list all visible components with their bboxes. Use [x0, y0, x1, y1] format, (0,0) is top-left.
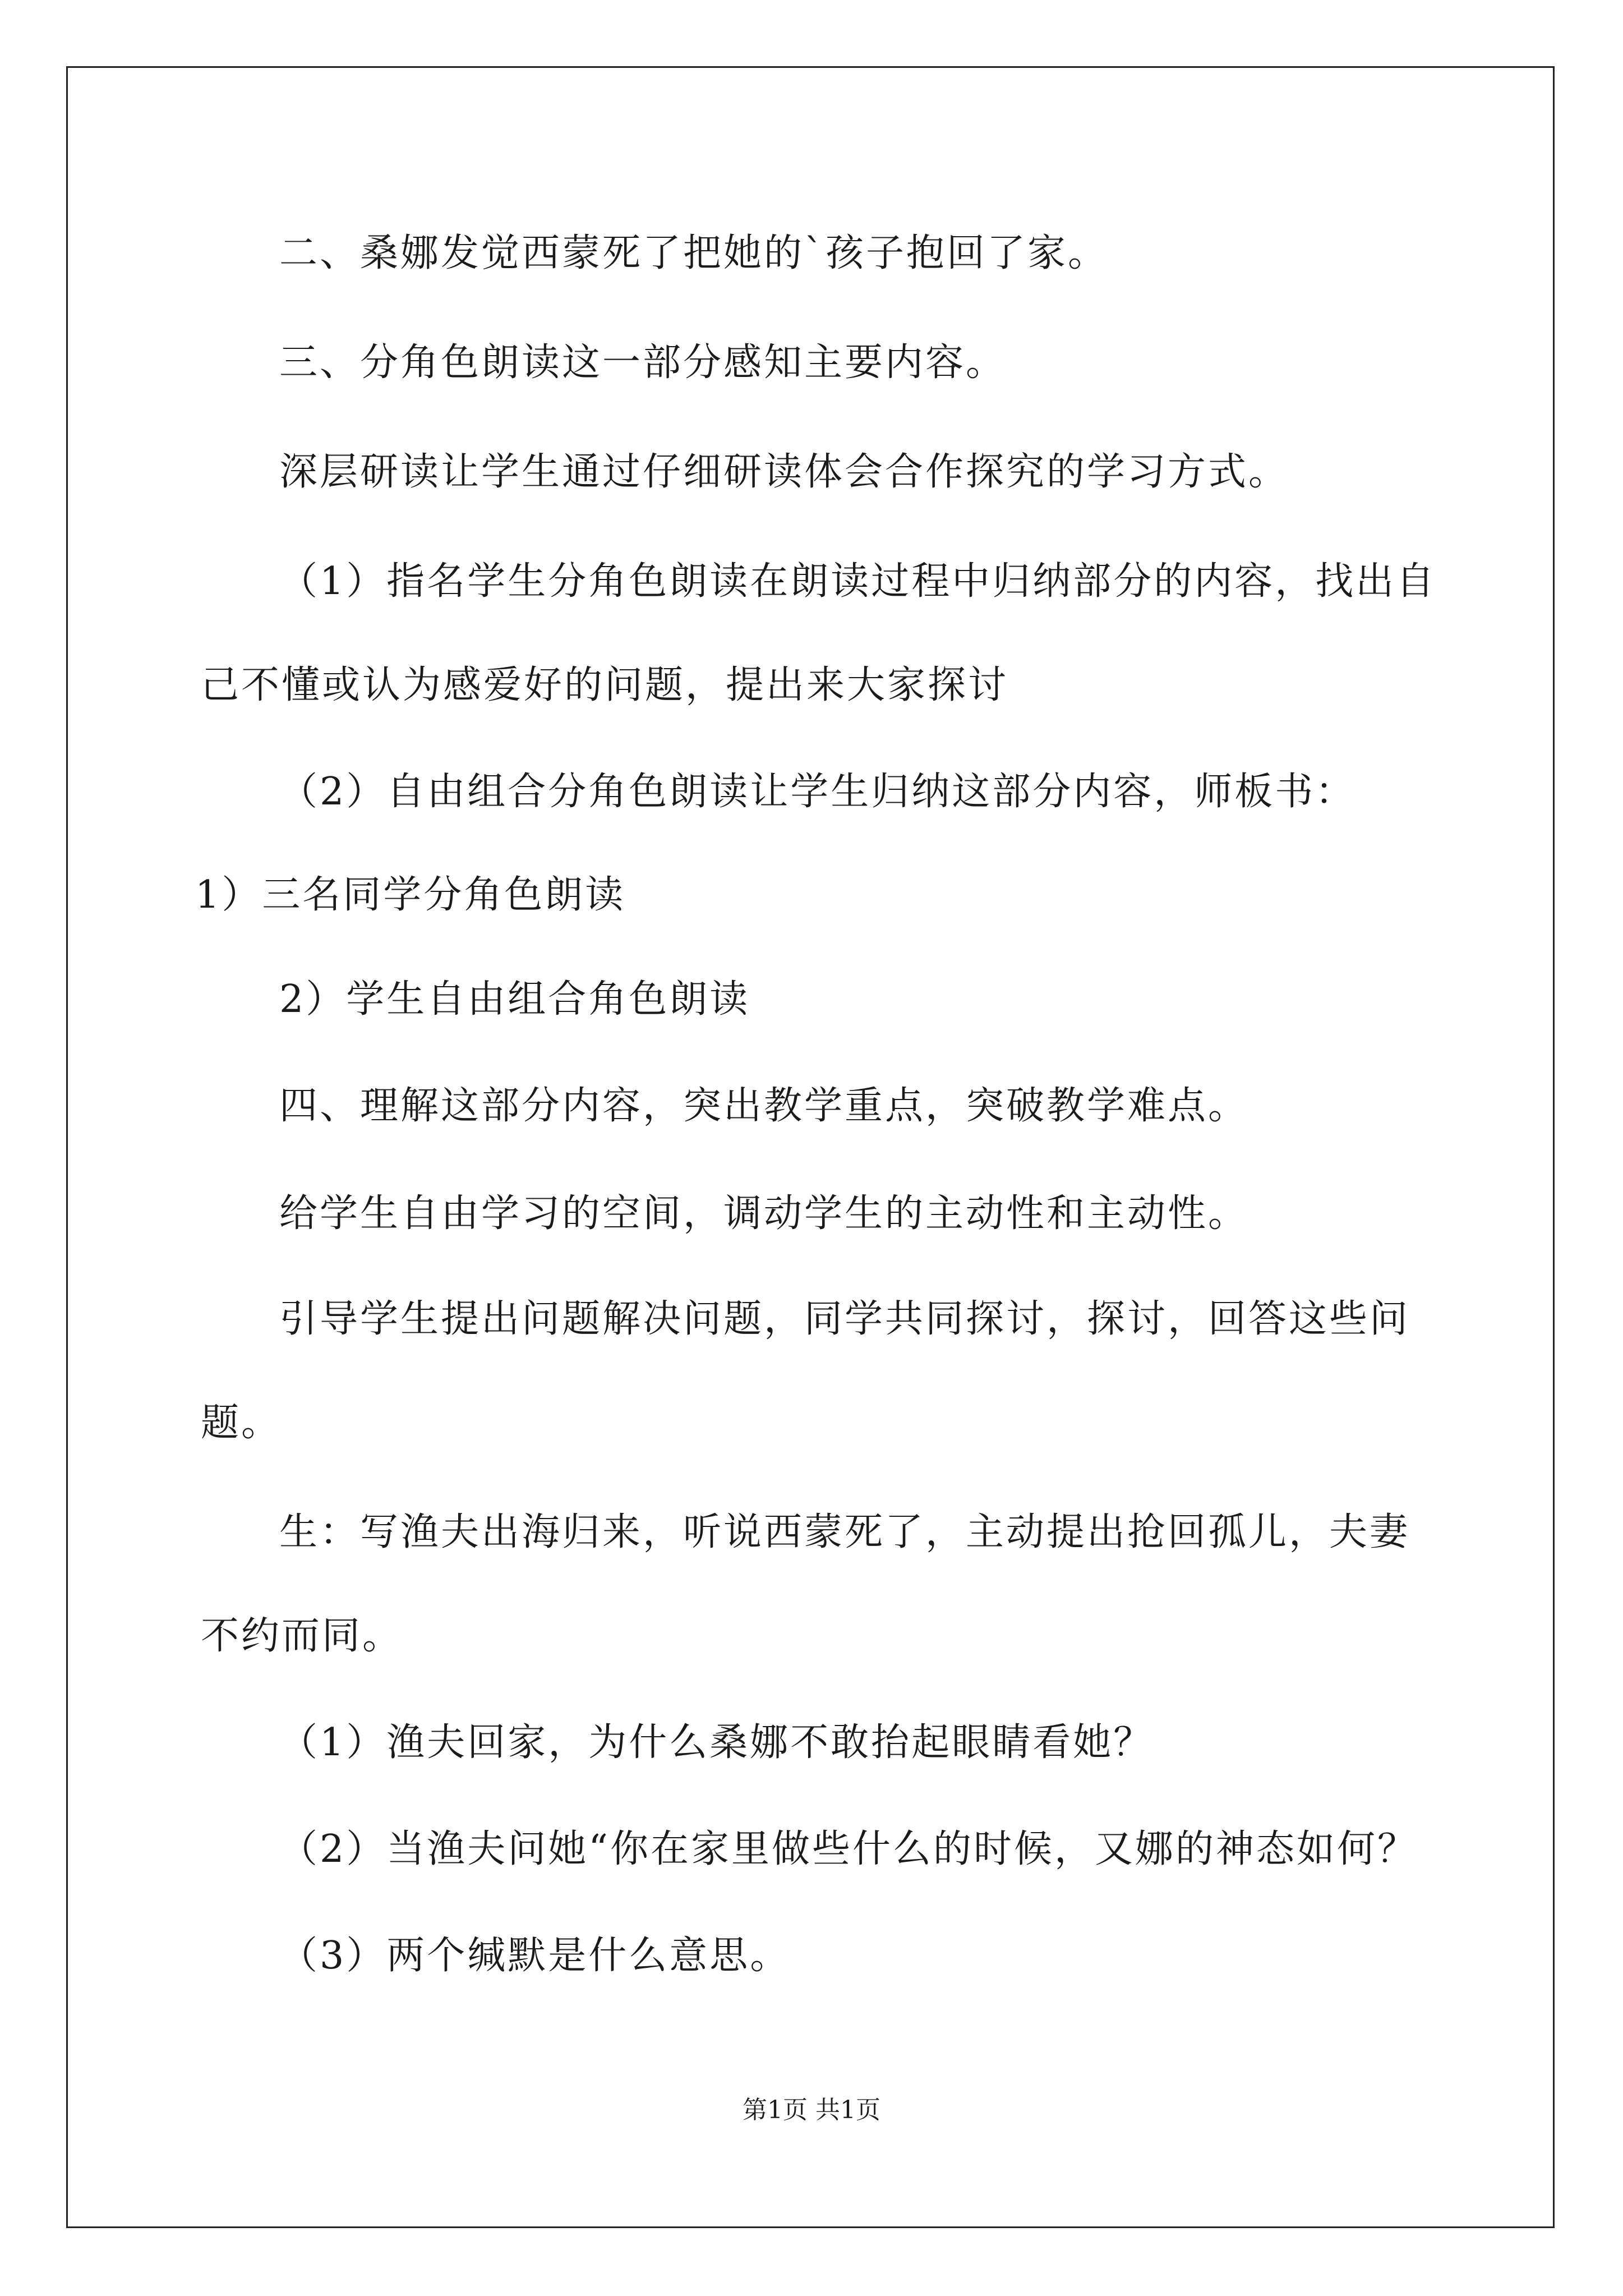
paragraph: 给学生自由学习的空间，调动学生的主动性和主动性。	[279, 1191, 1249, 1236]
paragraph: 引导学生提出问题解决问题，同学共同探讨，探讨，回答这些问	[279, 1297, 1410, 1341]
paragraph: （2）自由组合分角色朗读让学生归纳这部分内容，师板书：	[279, 770, 1356, 814]
paragraph: 己不懂或认为感爱好的问题，提出来大家探讨	[201, 663, 1009, 707]
paragraph: 三、分角色朗读这一部分感知主要内容。	[279, 341, 1007, 385]
paragraph: （2）当渔夫问她“你在家里做些什么的时候，又娜的神态如何？	[279, 1827, 1418, 1871]
paragraph: 2）学生自由组合角色朗读	[279, 977, 750, 1022]
page-number: 第1页 共1页	[743, 2096, 880, 2124]
page-border	[66, 66, 1555, 2228]
paragraph: 题。	[201, 1401, 282, 1445]
paragraph: 生：写渔夫出海归来，听说西蒙死了，主动提出抢回孤儿，夫妻	[279, 1510, 1410, 1554]
paragraph: 1）三名同学分角色朗读	[195, 873, 626, 917]
paragraph: 深层研读让学生通过仔细研读体会合作探究的学习方式。	[279, 450, 1289, 494]
paragraph: 二、桑娜发觉西蒙死了把她的`孩子抱回了家。	[279, 231, 1109, 275]
paragraph: （1）渔夫回家，为什么桑娜不敢抬起眼睛看她？	[279, 1720, 1154, 1765]
paragraph: 不约而同。	[201, 1614, 403, 1658]
paragraph: 四、理解这部分内容，突出教学重点，突破教学难点。	[279, 1084, 1249, 1128]
paragraph: （3）两个缄默是什么意思。	[279, 1934, 791, 1978]
paragraph: （1）指名学生分角色朗读在朗读过程中归纳部分的内容，找出自	[279, 559, 1437, 604]
